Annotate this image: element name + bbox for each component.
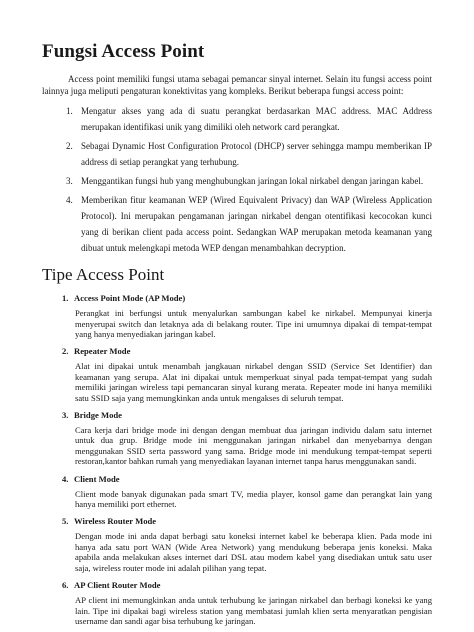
intro-paragraph: Access point memiliki fungsi utama sebagai pemancar sinyal internet. Selain itu fungsi access point lainnya juga meliputi pengaturan konektivitas yang kompleks. Berikut beberapa fungsi access point: [42,74,432,96]
type-number: 4. [62,473,69,484]
section-heading-types: Tipe Access Point [42,265,165,285]
type-item [42,516,432,573]
type-description: Perangkat ini berfungsi untuk menyalurkan sambungan kabel ke nirkabel. Mempunyai kinerja menyerupai switch dan letaknya ada di belakang router. Tipe ini umumnya dipakai di tempat-tempat yang hanya menyediakan jaringan kabel. [75,308,432,339]
type-item [42,410,432,467]
types-list [42,293,432,626]
function-item: 4. Memberikan fitur keamanan WEP (Wired Equivalent Privacy) dan WAP (Wireless Application Protocol). Ini merupakan pengamanan jaringan nirkabel dengan otentifikasi kecocokan kunci yang di berikan client pada access point. Sedangkan WAP merupakan metoda keamanan yang dibuat untuk melengkapi metoda WEP dengan menambahkan decryption. [75,192,432,256]
type-heading [42,580,432,591]
type-number: 3. [62,410,69,421]
function-list [42,103,432,256]
type-name: Repeater Mode [74,346,131,357]
type-item [42,474,432,510]
type-description: Alat ini dipakai untuk menambah jangkauan nirkabel dengan SSID (Service Set Identifier) dan keamanan yang serupa. Alat ini dipakai untuk memperkuat sinyal pada tempat-tempat yang sudah memiliki jaringan wireless tapi pemancaran sinyal kurang merata. Repeater mode ini hanya memiliki satu SSID saja yang memungkinkan anda untuk mengakses di seluruh tempat. [75,361,432,403]
type-description: Dengan mode ini anda dapat berbagi satu koneksi internet kabel ke beberapa klien. Pada mode ini hanya ada satu port WAN (Wide Area Network) yang mendukung beberapa jenis koneksi. Maka apabila anda melakukan akses internet dari DSL atau modem kabel yang disediakan untuk satu user saja, wireless router mode ini adalah pilihan yang tepat. [75,531,432,573]
type-number: 5. [62,516,69,527]
type-name: Client Mode [74,473,120,484]
function-item: 3. Menggantikan fungsi hub yang menghubungkan jaringan lokal nirkabel dengan jaringan kabel. [75,173,432,189]
type-heading [42,293,432,304]
type-name: Wireless Router Mode [74,516,157,527]
type-item [42,346,432,403]
type-heading [42,516,432,527]
type-name: Bridge Mode [74,410,122,421]
function-item: 2. Sebagai Dynamic Host Configuration Protocol (DHCP) server sehingga mampu memberikan IP address di setiap perangkat yang terhubung. [75,138,432,170]
page-title: Fungsi Access Point [42,41,205,62]
type-description: AP client ini memungkinkan anda untuk terhubung ke jaringan nirkabel dan berbagi koneksi ke yang lain. Tipe ini dipakai bagi wireless station yang membatasi jumlah klien serta menyaratkan pengisian username dan sandi agar bisa terhubung ke jaringan. [75,595,432,626]
type-description: Cara kerja dari bridge mode ini dengan dengan membuat dua jaringan individu dalam satu internet untuk dua grup. Bridge mode ini menggunakan jaringan nirkabel dan menyebarnya dengan menggunakan SSID serta password yang sama. Bridge mode ini mendukung tempat-tempat seperti restoran,kantor bahkan rumah yang menyediakan layanan internet tanpa harus menggunakan sandi. [75,425,432,467]
type-item [42,580,432,626]
type-item [42,293,432,339]
type-number: 1. [62,293,69,304]
type-name: Access Point Mode (AP Mode) [74,293,186,304]
type-description: Client mode banyak digunakan pada smart TV, media player, konsol game dan perangkat lain yang hanya memiliki port ethernet. [75,488,432,510]
function-item: 1. Mengatur akses yang ada di suatu perangkat berdasarkan MAC address. MAC Address merupakan identifikasi unik yang dimiliki oleh network card perangkat. [75,103,432,135]
type-number: 6. [62,580,69,591]
type-name: AP Client Router Mode [74,580,161,591]
type-heading [42,410,432,421]
type-heading [42,346,432,357]
type-number: 2. [62,346,69,357]
type-heading [42,474,432,485]
